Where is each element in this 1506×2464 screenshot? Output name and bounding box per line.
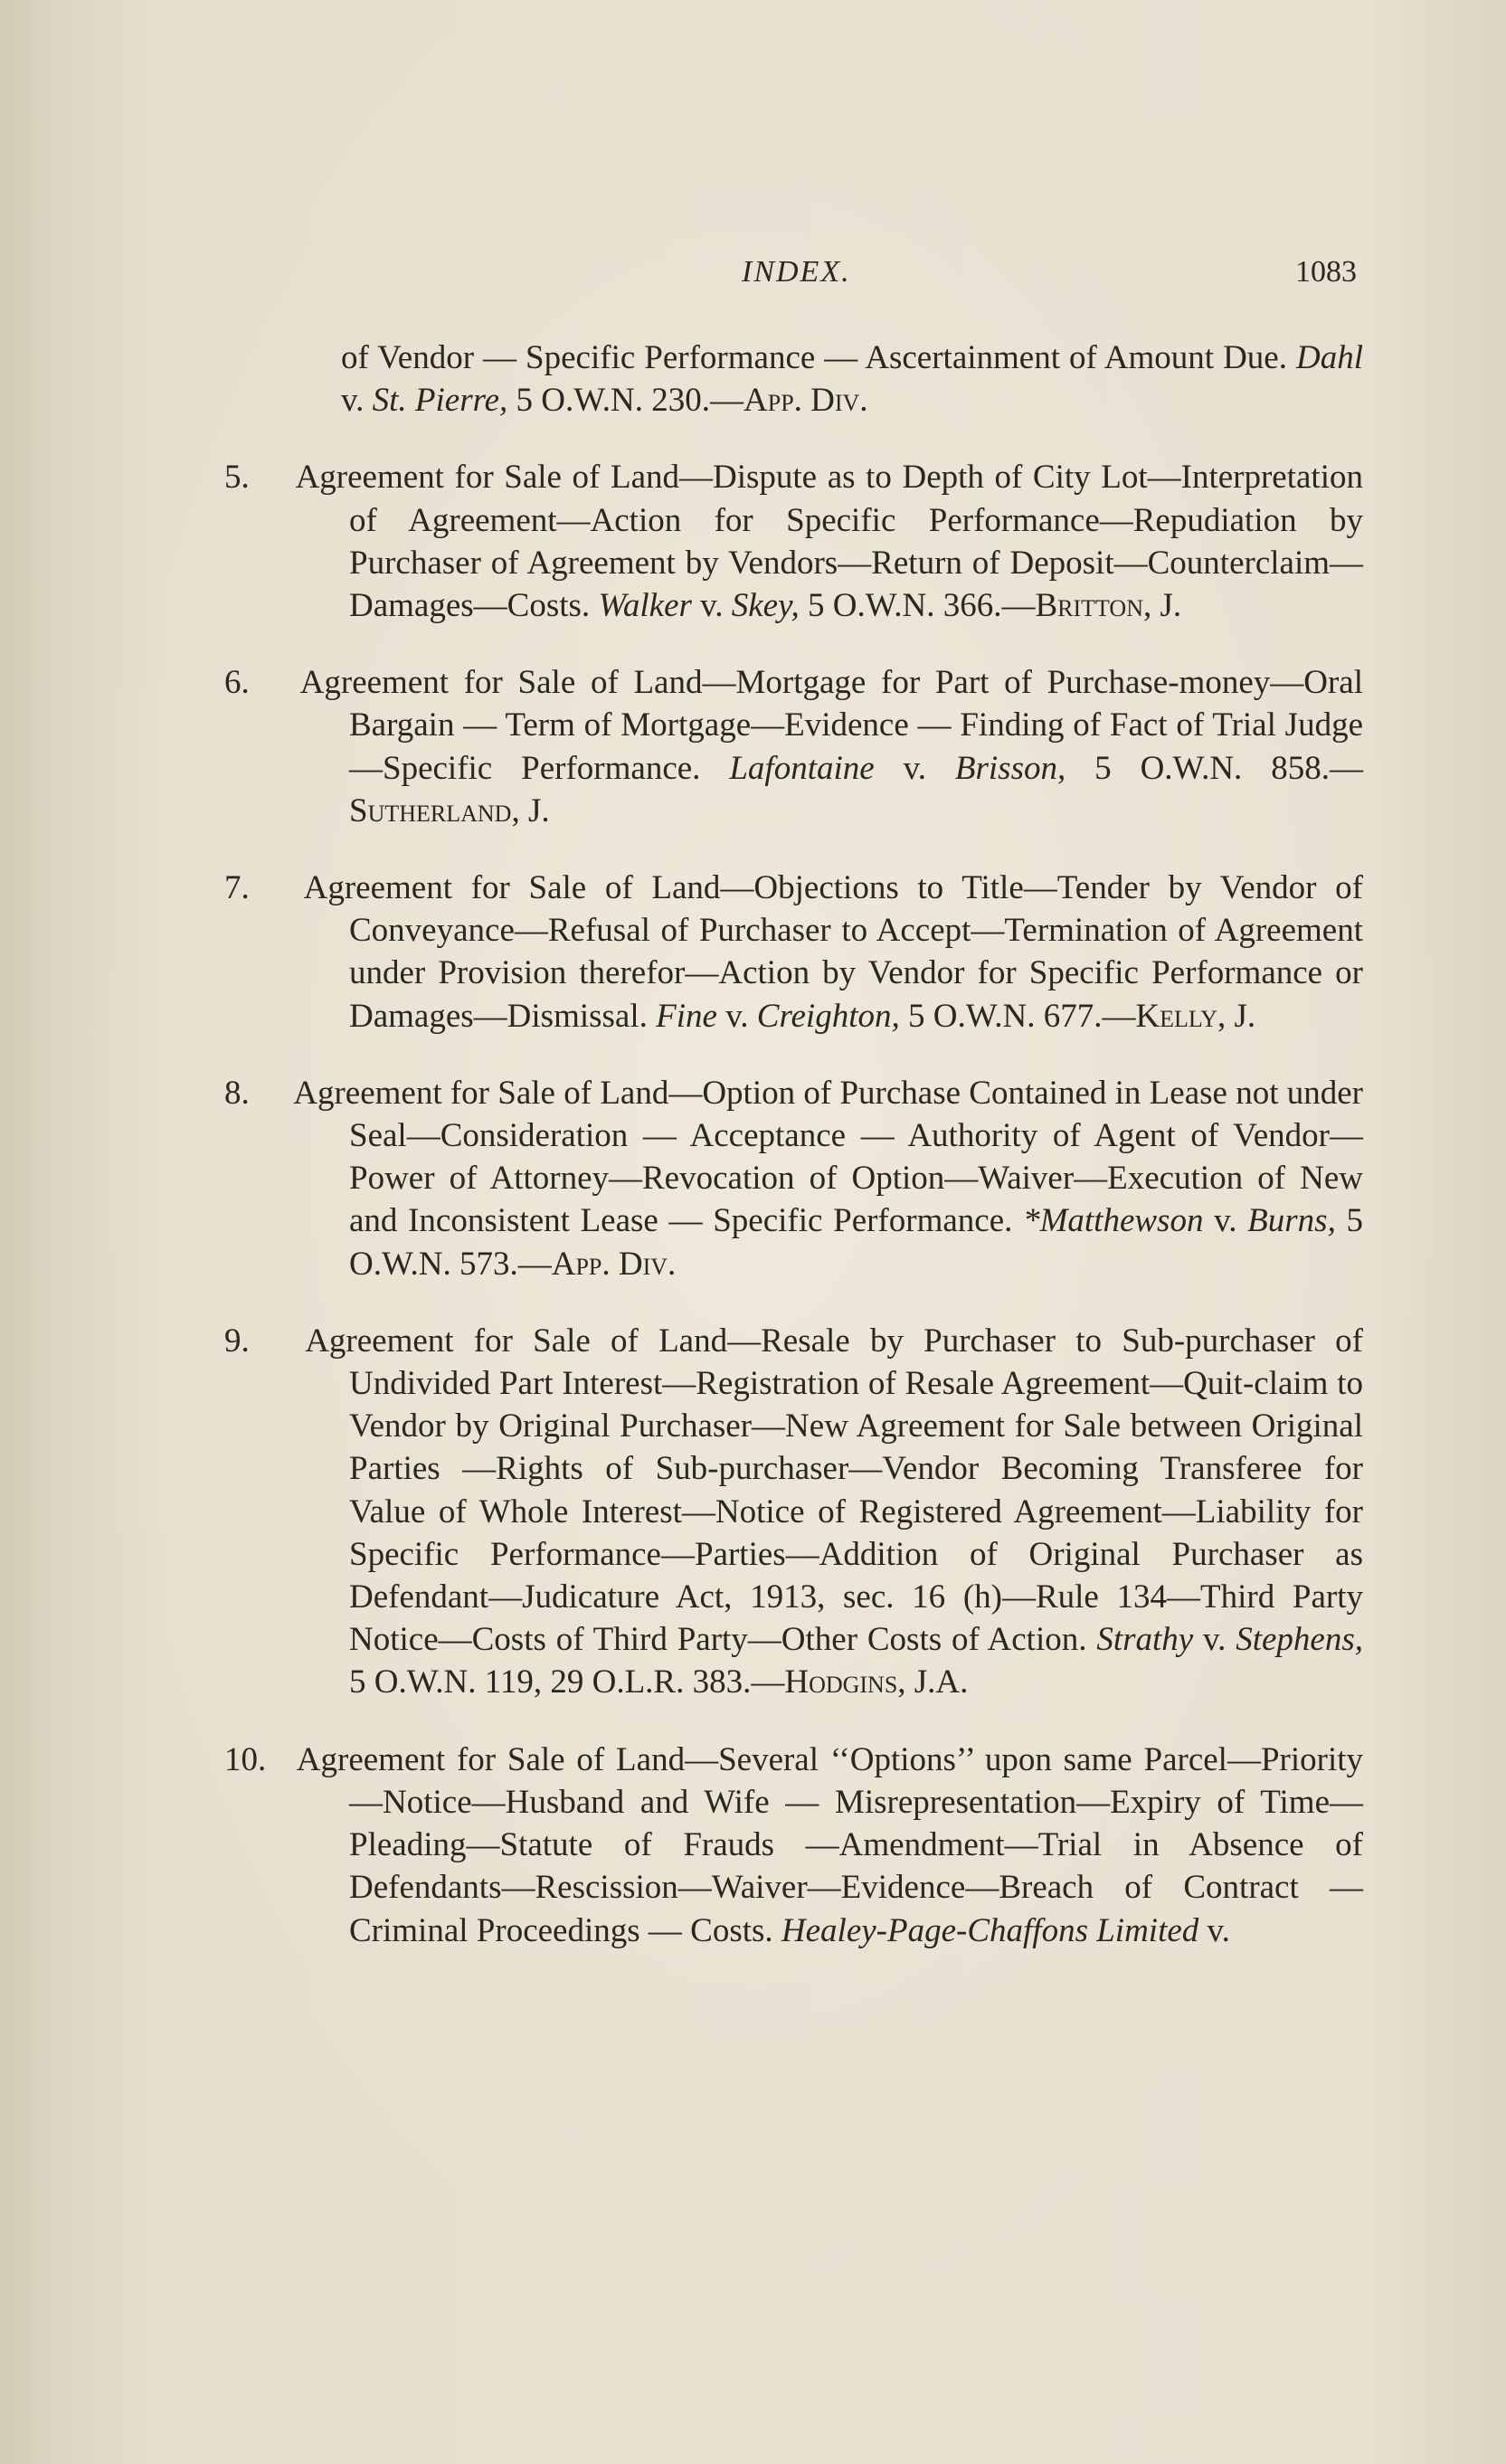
case-party-b: St. Pierre,: [372, 382, 508, 420]
case-party-a: Lafontaine: [729, 749, 875, 787]
index-entry: 7. Agreement for Sale of Land—Objections to Title—Tender by Vendor of Conveyance—Refusal of Purchaser to Accept—Termination of Agreement under Provision therefor—Action by Vendor for Specific Performance or Damages—Dismissal. Fine v. Creighton, 5 O.W.N. 677.—Kelly, J.: [224, 869, 1363, 1035]
entry-text: Agreement for Sale of Land—Option of Purchase Contained in Lease not under Seal—Consideration — Acceptance — Authority of Agent of Vendor—Power of Attorney—Revocation of Option—Waiver—Execution of New and Inconsistent Lease — Specific Performance.: [293, 1074, 1363, 1240]
case-versus: v.: [691, 587, 732, 625]
case-judge: Kelly, J.: [1135, 997, 1256, 1035]
case-party-b: Burns,: [1247, 1202, 1336, 1240]
case-party-b: Creighton,: [756, 997, 900, 1035]
case-party-a: Walker: [598, 587, 692, 625]
case-party-a: *Matthewson: [1023, 1202, 1204, 1240]
index-entry: 6. Agreement for Sale of Land—Mortgage for Part of Purchase-money—Oral Bargain — Term of Mortgage—Evidence — Finding of Fact of Trial Judge—Specific Performance. Lafontaine v. Brisson, 5 O.W.N. 858.—Sutherland, J.: [224, 664, 1363, 829]
entry-text: of Vendor — Specific Performance — Ascertainment of Amount Due.: [341, 339, 1296, 376]
index-entry: 10. Agreement for Sale of Land—Several ‘‘Options’’ upon same Parcel—Priority—Notice—Husband and Wife — Misrepresentation—Expiry of Time—Pleading—Statute of Frauds —Amendment—Trial in Absence of Defendants—Rescission—Waiver—Evidence—Breach of Contract — Criminal Proceedings — Costs. Healey-Page-Chaffons Limited v.: [224, 1740, 1363, 1949]
case-citation: 5 O.W.N. 677.—: [899, 997, 1136, 1035]
case-party-a: Dahl: [1296, 339, 1363, 376]
entry-text: Agreement for Sale of Land—Objections to Title—Tender by Vendor of Conveyance—Refusal of Purchaser to Accept—Termination of Agreement under Provision therefor—Action by Vendor for Specific Performance or Damages—Dismissal.: [303, 869, 1363, 1035]
entry-text: Agreement for Sale of Land—Several ‘‘Options’’ upon same Parcel—Priority—Notice—Husband and Wife — Misrepresentation—Expiry of Time—Pleading—Statute of Frauds —Amendment—Trial in Absence of Defendants—Rescission—Waiver—Evidence—Breach of Contract — Criminal Proceedings — Costs.: [296, 1740, 1363, 1949]
page-number: 1083: [1295, 255, 1357, 289]
case-citation: 5 O.W.N. 366.—: [799, 587, 1036, 625]
case-citation: 5 O.W.N. 858.—: [1066, 749, 1363, 787]
case-judge: Sutherland, J.: [349, 791, 550, 829]
index-entry: [255, 336, 1363, 422]
case-citation: 5 O.W.N. 230.—: [507, 382, 744, 420]
case-versus: v.: [874, 749, 955, 787]
case-party-a: Fine: [656, 997, 717, 1035]
case-versus: v.: [1193, 1621, 1236, 1659]
index-entry: 5. Agreement for Sale of Land—Dispute as to Depth of City Lot—Interpretation of Agreement—Action for Specific Performance—Repudiation by Purchaser of Agreement by Vendors—Return of Deposit—Counterclaim—Damages—Costs. Walker v. Skey, 5 O.W.N. 366.—Britton, J.: [224, 459, 1363, 625]
running-header: [339, 255, 1357, 302]
index-body: [224, 336, 1364, 1986]
index-entry: 9. Agreement for Sale of Land—Resale by Purchaser to Sub-purchaser of Undivided Part Interest—Registration of Resale Agreement—Quit-claim to Vendor by Original Purchaser—New Agreement for Sale between Original Parties —Rights of Sub-purchaser—Vendor Becoming Transferee for Value of Whole Interest—Notice of Registered Agreement—Liability for Specific Performance—Parties—Addition of Original Purchaser as Defendant—Judicature Act, 1913, sec. 16 (h)—Rule 134—Third Party Notice—Costs of Third Party—Other Costs of Action. Strathy v. Stephens, 5 O.W.N. 119, 29 O.L.R. 383.—Hodgins, J.A.: [224, 1322, 1363, 1701]
case-versus: v.: [1198, 1911, 1230, 1949]
case-party-a: Healey-Page-Chaffons Limited: [781, 1911, 1199, 1949]
case-citation: 5 O.W.N. 119, 29 O.L.R. 383.—: [349, 1663, 785, 1701]
case-judge: Britton, J.: [1035, 587, 1182, 625]
case-judge: App. Div.: [744, 382, 868, 420]
entry-text: Agreement for Sale of Land—Resale by Purchaser to Sub-purchaser of Undivided Part Interest—Registration of Resale Agreement—Quit-claim to Vendor by Original Purchaser—New Agreement for Sale between Original Parties —Rights of Sub-purchaser—Vendor Becoming Transferee for Value of Whole Interest—Notice of Registered Agreement—Liability for Specific Performance—Parties—Addition of Original Purchaser as Defendant—Judicature Act, 1913, sec. 16 (h)—Rule 134—Third Party Notice—Costs of Third Party—Other Costs of Action.: [305, 1322, 1363, 1659]
entry-text: Agreement for Sale of Land—Mortgage for Part of Purchase-money—Oral Bargain — Term of Mortgage—Evidence — Finding of Fact of Trial Judge—Specific Performance.: [299, 664, 1363, 787]
case-citation: 5 O.W.N. 573.—: [349, 1202, 1364, 1283]
case-versus: v.: [716, 997, 757, 1035]
case-versus: v.: [1203, 1202, 1248, 1240]
index-entry: 8. Agreement for Sale of Land—Option of Purchase Contained in Lease not under Seal—Consideration — Acceptance — Authority of Agent of Vendor—Power of Attorney—Revocation of Option—Waiver—Execution of New and Inconsistent Lease — Specific Performance. *Matthewson v. Burns, 5 O.W.N. 573.—App. Div.: [224, 1074, 1364, 1283]
case-party-b: Stephens,: [1236, 1621, 1363, 1659]
case-party-a: Strathy: [1096, 1621, 1194, 1659]
running-title: INDEX.: [742, 255, 851, 289]
case-party-b: Brisson,: [954, 749, 1066, 787]
case-party-b: Skey,: [731, 587, 800, 625]
entry-text: Agreement for Sale of Land—Dispute as to Depth of City Lot—Interpretation of Agreement—Action for Specific Performance—Repudiation by Purchaser of Agreement by Vendors—Return of Deposit—Counterclaim—Damages—Costs.: [295, 459, 1363, 625]
case-judge: App. Div.: [551, 1245, 677, 1283]
case-judge: Hodgins, J.A.: [784, 1663, 969, 1701]
case-versus: v.: [341, 382, 373, 420]
